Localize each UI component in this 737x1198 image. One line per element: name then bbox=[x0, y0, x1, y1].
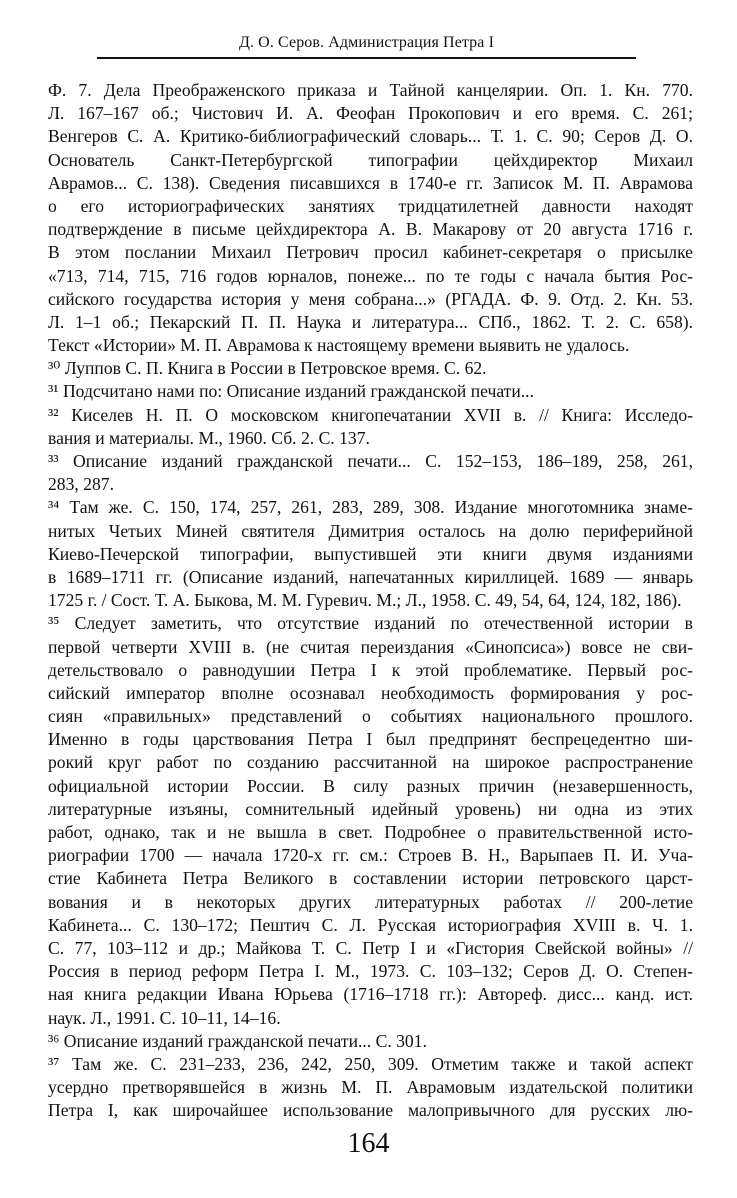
footnotes-body bbox=[48, 79, 693, 1122]
text-line: Ф. 7. Дела Преображенского приказа и Тайной канцелярии. Оп. 1. Кн. 770. bbox=[48, 80, 693, 100]
text-line: ная книга редакции Ивана Юрьева (1716–1718 гг.): Автореф. дисс... канд. ист. bbox=[48, 984, 693, 1005]
text-line: первой четверти XVIII в. (не считая переиздания «Синопсиса») вовсе не сви- bbox=[48, 636, 693, 657]
text-line: 283, 287. bbox=[48, 474, 114, 495]
text-line: вования и в некоторых других литературных работах // 200-летие bbox=[48, 891, 693, 912]
text-line: сиян «правильных» представлений о событиях национального прошлого. bbox=[48, 706, 693, 727]
text-line: риографии 1700 — начала 1720-х гг. см.: Строев В. Н., Варыпаев П. И. Уча- bbox=[48, 845, 693, 866]
text-line: литературные изъяны, сомнительный идейный уровень) ни одна из этих bbox=[48, 798, 693, 819]
text-line: Именно в годы царствования Петра I был предпринят беспрецедентно ши- bbox=[48, 729, 693, 750]
footnote-31: ³¹ Подсчитано нами по: Описание изданий гражданской печати... bbox=[48, 381, 534, 402]
footnote-36: ³⁶ Описание изданий гражданской печати... С. 301. bbox=[48, 1030, 427, 1051]
text-line: Кабинета... С. 130–172; Пештич С. Л. Русская историография XVIII в. Ч. 1. bbox=[48, 914, 693, 935]
text-line: Л. 1–1 об.; Пекарский П. П. Наука и литература... СПб., 1862. Т. 2. С. 658). bbox=[48, 311, 693, 332]
text-line: 1725 г. / Сост. Т. А. Быкова, М. М. Гуревич. М.; Л., 1958. С. 49, 54, 64, 124, 182, 186). bbox=[48, 590, 682, 611]
text-line: усердно претворявшейся в жизнь М. П. Аврамовым издательской политики bbox=[48, 1077, 693, 1098]
footnote-30: ³⁰ Луппов С. П. Книга в России в Петровское время. С. 62. bbox=[48, 358, 487, 379]
footnote-32: ³² Киселев Н. П. О московском книгопечатании XVII в. // Книга: Исследо- bbox=[48, 404, 693, 425]
text-line: нитых Четьих Миней святителя Димитрия осталось на долю периферийной bbox=[48, 520, 693, 541]
running-title: Д. О. Серов. Администрация Петра I bbox=[238, 34, 495, 51]
text-line: в 1689–1711 гг. (Описание изданий, напечатанных кириллицей. 1689 — январь bbox=[48, 566, 693, 587]
text-line: Текст «Истории» М. П. Аврамова к настоящему времени выявить не удалось. bbox=[48, 335, 630, 356]
text-line: о его историографических занятиях тридцатилетней давности находят bbox=[48, 195, 693, 216]
text-line: детельствовало о равнодушии Петра I к этой проблематике. Первый рос- bbox=[48, 659, 693, 680]
text-line: Л. 167–167 об.; Чистович И. А. Феофан Прокопович и его время. С. 261; bbox=[48, 103, 693, 124]
text-line: Петра I, как широчайшее использование малопривычного для русских лю- bbox=[48, 1100, 693, 1121]
text-line: работ, однако, так и не вышла в свет. Подробнее о правительственной исто- bbox=[48, 822, 693, 842]
running-header bbox=[97, 34, 636, 52]
page-number: 164 bbox=[347, 1128, 390, 1159]
text-line: С. 77, 103–112 и др.; Майкова Т. С. Петр I и «Гистория Свейской войны» // bbox=[48, 937, 693, 958]
text-line: рокий круг работ по созданию рассчитанной на широкое распространение bbox=[48, 752, 693, 773]
text-line: подтверждение в письме цейхдиректора А. В. Макарову от 20 августа 1716 г. bbox=[48, 219, 693, 240]
header-rule bbox=[97, 57, 636, 59]
text-line: сийский император вполне осознавал необходимость формирования у рос- bbox=[48, 682, 693, 703]
text-line: Россия в период реформ Петра I. М., 1973. С. 103–132; Серов Д. О. Степен- bbox=[48, 961, 693, 982]
footnote-34: ³⁴ Там же. С. 150, 174, 257, 261, 283, 289, 308. Издание многотомника знаме- bbox=[48, 497, 693, 518]
text-line: стие Кабинета Петра Великого в составлении истории петровского царст- bbox=[48, 868, 693, 889]
text-line: официальной истории России. В силу разных причин (незавершенность, bbox=[48, 775, 693, 796]
text-line: вания и материалы. М., 1960. Сб. 2. С. 137. bbox=[48, 427, 370, 448]
text-line: Венгеров С. А. Критико-библиографический словарь... Т. 1. С. 90; Серов Д. О. bbox=[48, 126, 693, 147]
footnote-35: ³⁵ Следует заметить, что отсутствие изданий по отечественной истории в bbox=[48, 613, 693, 634]
text-line: наук. Л., 1991. С. 10–11, 14–16. bbox=[48, 1007, 281, 1028]
text-line: В этом послании Михаил Петрович просил кабинет-секретаря о присылке bbox=[48, 242, 693, 263]
text-line: сийского государства история у меня собрана...» (РГАДА. Ф. 9. Отд. 2. Кн. 53. bbox=[48, 288, 693, 309]
footnote-37: ³⁷ Там же. С. 231–233, 236, 242, 250, 309. Отметим также и такой аспект bbox=[48, 1053, 693, 1074]
footnote-33: ³³ Описание изданий гражданской печати... С. 152–153, 186–189, 258, 261, bbox=[48, 451, 693, 471]
text-line: Аврамов... С. 138). Сведения писавшихся в 1740-е гг. Записок М. П. Аврамова bbox=[48, 172, 693, 193]
text-line: Основатель Санкт-Петербургской типографии цейхдиректор Михаил bbox=[48, 149, 693, 170]
text-line: «713, 714, 715, 716 годов юрналов, понеже... по те годы с начала бытия Рос- bbox=[48, 265, 693, 286]
text-line: Киево-Печерской типографии, выпустившей эти книги двумя изданиями bbox=[48, 543, 693, 564]
